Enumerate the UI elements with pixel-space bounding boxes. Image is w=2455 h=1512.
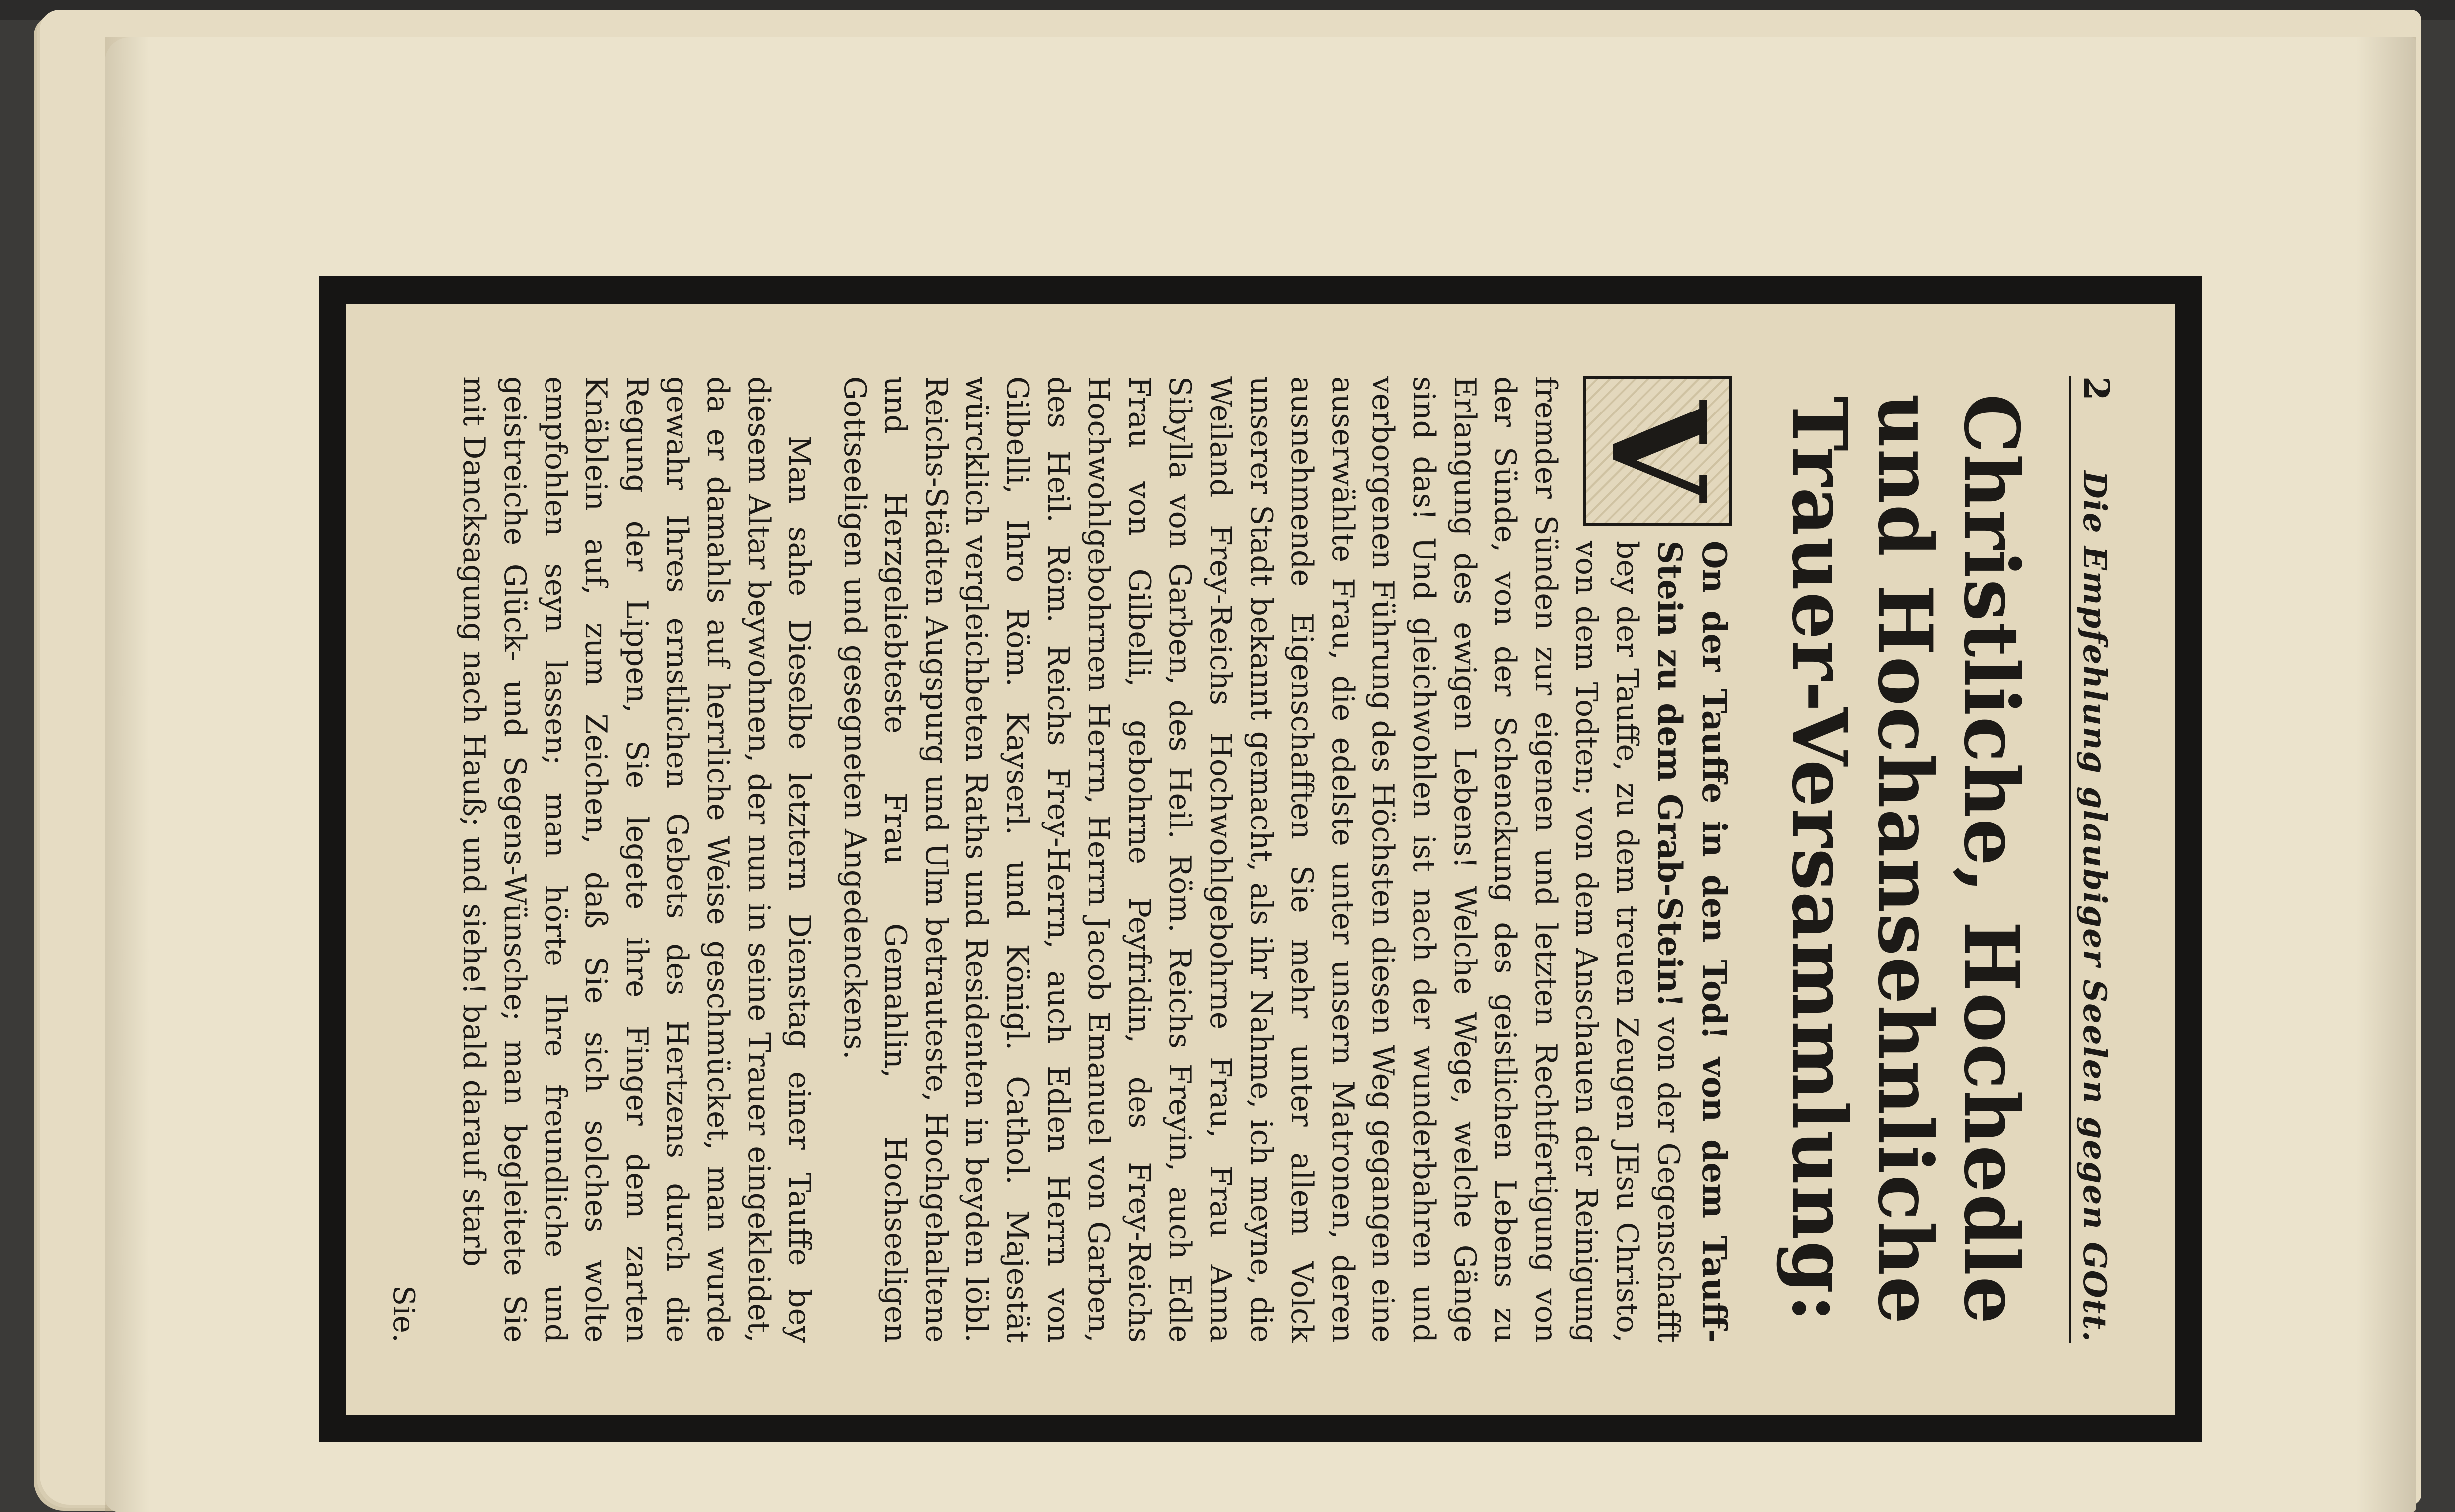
running-head <box>2069 376 2117 1343</box>
gutter-shadow <box>105 37 149 1512</box>
running-head-title: Die Empfehlung glaubiger Seelen gegen GOtt. <box>2076 471 2113 1343</box>
rotated-text-block <box>374 341 2147 1377</box>
paragraph-2: Man sahe Dieselbe letztern Dienstag einer Tauffe bey diesem Altar beywohnen, der nun in seine Trauer eingekleidet, da er damahls auf herrliche Weise geschmücket, man wurde gewahr Ihres ernstlichen Gebets des Hertzens durch die Regung der Lippen, Sie legete ihre Finger dem zarten Knäblein auf, zum Zeichen, daß Sie sich solches wolte empfohlen seyn lassen; man hörte Ihre freundliche und geistreiche Glück- und Segens-Wünsche; man begleitete Sie mit Dancksagung nach Hauß; und siehe! bald darauf starb <box>456 376 817 1343</box>
page-edge-shadow <box>2356 37 2416 1512</box>
address-heading <box>1776 376 2035 1343</box>
page-number: 2 <box>2076 376 2117 401</box>
paragraph-1-lead: On der Tauffe in den Tod! von dem Tauff-Stein zu dem Grab-Stein! <box>1650 541 1734 1343</box>
body-text <box>383 376 1736 1343</box>
printed-area <box>346 304 2175 1415</box>
paragraph-1-text: von der Gegenschafft bey der Tauffe, zu dem treuen Zeugen JEsu Christo, von dem Todten; von dem Anschauen der Reinigung fremder Sünden zur eigenen und letzten Rechtfertigung von der Sünde, von der Schenckung des geistlichen Lebens zu Erlangung des ewigen Lebens! Welche Wege, welche Gänge sind das! Und gleichwohlen ist nach der wunderbahren und verborgenen Führung des Höchsten diesen Weg gegangen eine auserwählte Frau, die edelste unter unsern Matronen, deren ausnehmende Eigenschafften Sie mehr unter allem Volck unserer Stadt bekannt gemacht, als ihr Nahme, ich meyne, die Weiland Frey-Reichs Hochwohlgebohrne Frau, Frau Anna Sibylla von Garben, des Heil. Röm. Reichs Freyin, auch Edle Frau von Gilbelli, gebohrne Peyfridin, des Frey-Reichs Hochwohlgebohrnen Herrn, Herrn Jacob Emanuel von Garben, des Heil. Röm. Reichs Frey-Herrn, auch Edlen Herrn von Gilbelli, Ihro Röm. Kayserl. und Königl. Cathol. Majestät würcklich vergleichbeten Raths und Residenten in beyden löbl. Reichs-Städten Augspurg und Ulm betrauteste, Hochgehaltene und Herzgeliebteste Frau Gemahlin, Hochseeligen Gottseeligen und gesegneten Angedenckens. <box>837 376 1686 1343</box>
heading-line-1: Christliche, Hochedle und Hochansehnliche <box>1861 394 2035 1325</box>
mourning-border <box>319 276 2202 1442</box>
heading-line-2: Trauer-Versammlung: <box>1775 396 1863 1323</box>
closing-word: Sie. <box>386 1285 421 1343</box>
decorated-initial: V <box>1583 376 1733 526</box>
